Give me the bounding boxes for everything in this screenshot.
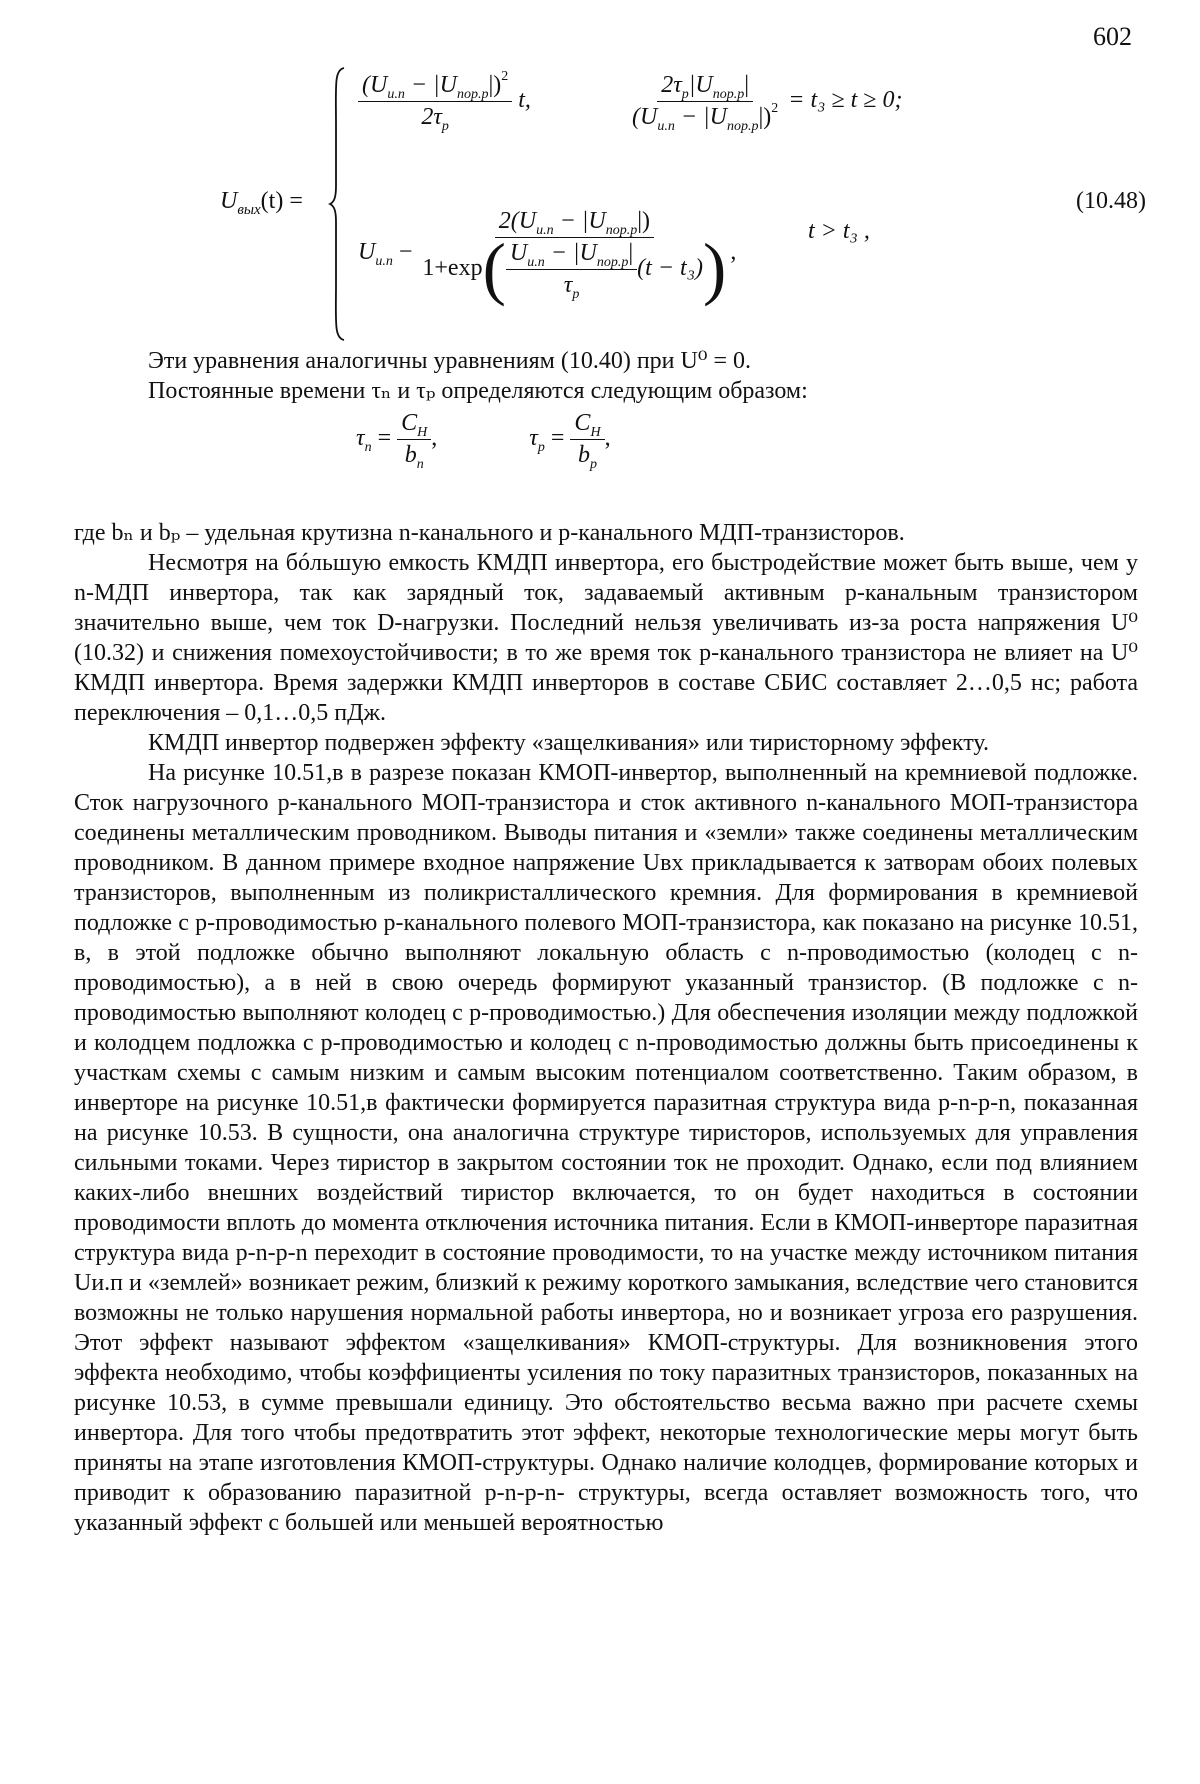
case-1-rhs-fraction: $\frac{2\tau_р|U_{пор.р}|}{(U_{и.п} - |U_{пор.р}|)^2}$	[632, 72, 779, 134]
case-2-condition: t > t₃ ,	[808, 218, 870, 244]
left-brace	[328, 66, 346, 342]
tau-p-fraction: $\frac{C_H}{b_p}$	[570, 410, 604, 469]
equation-lhs: $U_{вых}(t)$ =	[220, 188, 303, 218]
paragraph-1: Несмотря на бóльшую емкость КМДП инвертора, его быстродействие может быть выше, чем у n-МДП инвертора, так как зарядный ток, задаваемый активным p-канальным транзистором значительно выше, чем ток D-нагрузки. Последний нельзя увеличивать из-за роста напряжения U⁰ (10.32) и снижения помехоустойчивости; в то же время ток p-канального транзистора не влияет на U⁰ КМДП инвертора. Время задержки КМДП инверторов в составе СБИС составляет 2…0,5 нс; работа переключения – 0,1…0,5 пДж.	[74, 550, 1138, 726]
equation-10-48	[210, 66, 1170, 346]
case-2-fraction: $2(U_{и.п} - |U_{пор.р}|)$ 1+exp( $\frac{U_{и.п} - |U_{пор.р}|}{\tau_р}$ (t − t₃))	[422, 208, 727, 308]
equation-number: (10.48)	[1076, 188, 1146, 214]
page-number: 602	[1093, 22, 1132, 51]
exp-argument-fraction: $\frac{U_{и.п} - |U_{пор.р}|}{\tau_р}$	[506, 240, 637, 299]
intro-line-1: Эти уравнения аналогичны уравнениям (10.40) при U⁰ = 0.	[148, 348, 751, 374]
paragraph-3: На рисунке 10.51,в в разрезе показан КМОП-инвертор, выполненный на кремниевой подложке. Сток нагрузочного p-канального МОП-транзистора и сток активного n-канального МОП-транзистора соединены металлическим проводником. Выводы питания и «земли» также соединены металлическим проводником. В данном примере входное напряжение Uвх прикладывается к затворам обоих полевых транзисторов, выполненным из поликристаллического кремния. Для формирования в кремниевой подложке с p-проводимостью p-канального полевого МОП-транзистора, как показано на рисунке 10.51, в, в этой подложке обычно выполняют локальную область с n-проводимостью (колодец с n-проводимостью), а в ней в свою очередь формируют указанный транзистор. (В подложке с n-проводимостью выполняют колодец с p-проводимостью.) Для обеспечения изоляции между подложкой и колодцем подложка с p-проводимостью и колодец с n-проводимостью должны быть присоединены к участкам схемы с самым низким и самым высоким потенциалом соответственно. Таким образом, в инверторе на рисунке 10.51,в фактически формируется паразитная структура вида p-n-p-n, показанная на рисунке 10.53. В сущности, она аналогична структуре тиристоров, используемых для управления сильными токами. Через тиристор в закрытом состоянии ток не проходит. Однако, если под влиянием каких-либо внешних воздействий тиристор включается, то он будет находиться в состоянии проводимости вплоть до момента отключения источника питания. Если в КМОП-инверторе паразитная структура вида p-n-p-n переходит в состояние проводимости, то на участке между источником питания Uи.п и «землей» возникает режим, близкий к режиму короткого замыкания, вследствие чего становится возможны не только нарушения нормальной работы инвертора, но и возникает угроза его разрушения. Этот эффект называют эффектом «защелкивания» КМОП-структуры. Для возникновения этого эффекта необходимо, чтобы коэффициенты усиления по току паразитных транзисторов, показанных на рисунке 10.53, в сумме превышали единицу. Это обстоятельство весьма важно при расчете схемы инвертора. Для того чтобы предотвратить этот эффект, некоторые технологические меры могут быть приняты на этапе изготовления КМОП-структуры. Однако наличие колодцев, формирование которых и приводит к образованию паразитной p-n-p-n- структуры, всегда оставляет возможность того, что указанный эффект с большей или меньшей вероятностью	[74, 760, 1138, 1536]
case-1-expression: $\frac{(U_{и.п} - |U_{пор.р}|)^2}{2\tau_р}$ t,	[358, 72, 531, 131]
case-1-fraction: $\frac{(U_{и.п} - |U_{пор.р}|)^2}{2\tau_р}$	[358, 72, 512, 131]
case-1-condition: $\frac{2\tau_р|U_{пор.р}|}{(U_{и.п} - |U_{пор.р}|)^2}$ = t₃ ≥ t ≥ 0;	[628, 72, 902, 131]
case-2-expression: $U_{и.п}$ − $2(U_{и.п} - |U_{пор.р}|)$ 1+exp( $\frac{U_{и.п} - |U_{пор.р}|}{\tau_р}$ (t − t₃)) ,	[358, 208, 737, 308]
intro-line-2: Постоянные времени τₙ и τₚ определяются следующим образом:	[148, 378, 808, 404]
equation-time-constants: $\tau_n$ = $\frac{C_H}{b_n}$ , $\tau_p$ = $\frac{C_H}{b_p}$ ,	[356, 410, 611, 472]
where-line: где bₙ и bₚ – удельная крутизна n-канального и p-канального МДП-транзисторов.	[74, 520, 905, 546]
tau-n-fraction: $\frac{C_H}{b_n}$	[397, 410, 431, 469]
paragraph-2: КМДП инвертор подвержен эффекту «защелкивания» или тиристорному эффекту.	[148, 730, 989, 756]
